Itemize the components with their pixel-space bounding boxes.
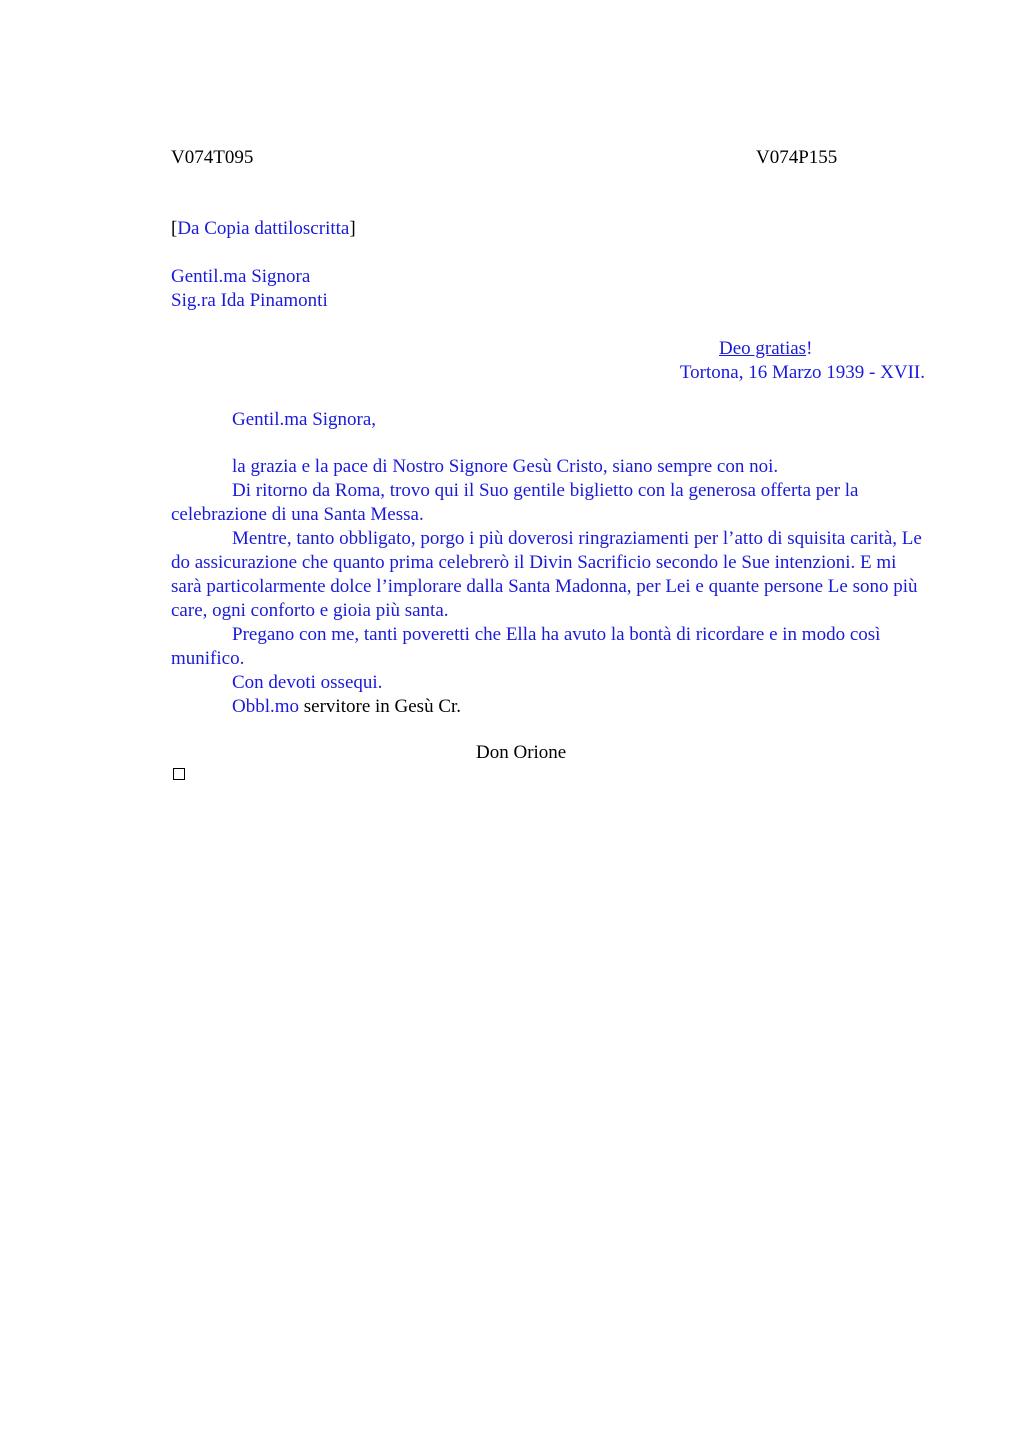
signature: Don Orione	[476, 742, 567, 763]
recipient-line-1: Gentil.ma Signora	[171, 266, 311, 287]
place-date: Tortona, 16 Marzo 1939 - XVII.	[679, 362, 925, 383]
end-square-icon	[173, 768, 185, 780]
invocation-text: Deo gratias	[719, 338, 807, 359]
closing-rest: servitore in Gesù Cr.	[299, 696, 462, 717]
recipient-line-2: Sig.ra Ida Pinamonti	[171, 290, 328, 311]
page-code-right: V074P155	[756, 147, 838, 168]
paragraph: la grazia e la pace di Nostro Signore Gesù Cristo, siano sempre con noi.	[232, 456, 779, 477]
paragraph: Mentre, tanto obbligato, porgo i più doverosi ringraziamenti per l’atto di squisita carità, Le do assicurazione che quanto prima celebrerò il Divin Sacrificio secondo le Sue intenzioni. E mi sarà particolarmente dolce l’implorare dalla Santa Madonna, per Lei e quante persone Le sono più care, ogni conforto e gioia più santa.	[171, 528, 922, 621]
closing-prefix: Obbl.mo	[232, 696, 300, 717]
letter-body	[171, 455, 931, 719]
source-note-open-bracket: [	[171, 218, 178, 239]
source-note	[171, 217, 356, 241]
source-note-text: Da Copia dattiloscritta	[177, 218, 350, 239]
closing-line	[171, 695, 931, 719]
paragraph: Con devoti ossequi.	[232, 672, 383, 693]
volume-code-left: V074T095	[171, 147, 254, 168]
invocation	[719, 337, 812, 361]
salutation: Gentil.ma Signora,	[232, 409, 377, 430]
invocation-suffix: !	[806, 338, 813, 359]
paragraph: Pregano con me, tanti poveretti che Ella ha avuto la bontà di ricordare e in modo così munifico.	[171, 624, 881, 669]
source-note-close-bracket: ]	[349, 218, 356, 239]
paragraph: Di ritorno da Roma, trovo qui il Suo gentile biglietto con la generosa offerta per la celebrazione di una Santa Messa.	[171, 480, 859, 525]
